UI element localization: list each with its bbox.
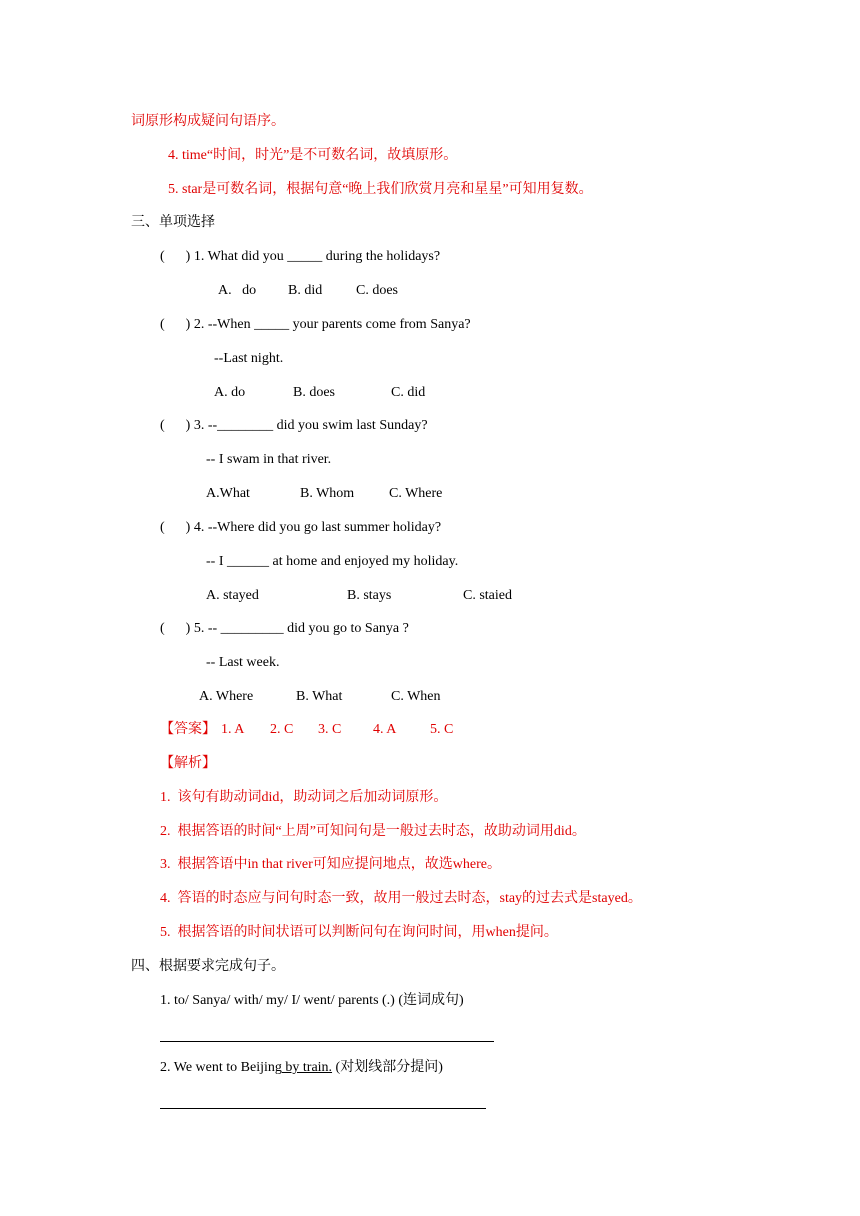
question-3-reply: -- I swam in that river. xyxy=(206,452,332,467)
section-4-question-2 xyxy=(160,1058,443,1078)
question-2-underlined-part: by train. xyxy=(281,1060,333,1075)
answer-1: 1. A xyxy=(221,722,245,737)
question-3-option-a: A.What xyxy=(206,486,250,501)
analysis-item-4: 4. 答语的时态应与问句时态一致，故用一般过去时态，stay的过去式是stayed。 xyxy=(160,891,642,906)
question-1-option-c: C. does xyxy=(356,283,398,298)
question-4-reply: -- I ______ at home and enjoyed my holiday. xyxy=(206,554,459,569)
question-5-option-c: C. When xyxy=(391,689,441,704)
question-1-option-b: B. did xyxy=(288,283,323,298)
prev-analysis-item-4: 4. time“时间，时光”是不可数名词，故填原形。 xyxy=(168,148,458,163)
question-5-stem: ( ) 5. -- _________ did you go to Sanya ? xyxy=(160,621,409,636)
answer-label: 【答案】 xyxy=(160,722,216,737)
question-2-prefix: 2. We went to Beijing xyxy=(160,1060,282,1075)
analysis-item-2: 2. 根据答语的时间“上周”可知问句是一般过去时态，故助动词用did。 xyxy=(160,824,586,839)
answer-4: 4. A xyxy=(373,722,397,737)
question-2-reply: --Last night. xyxy=(214,351,284,366)
analysis-item-3: 3. 根据答语中in that river可知应提问地点，故选where。 xyxy=(160,857,502,872)
answer-line-2 xyxy=(160,1108,486,1109)
question-4-stem: ( ) 4. --Where did you go last summer holiday? xyxy=(160,520,442,535)
question-2-stem: ( ) 2. --When _____ your parents come from Sanya? xyxy=(160,317,471,332)
question-3-option-c: C. Where xyxy=(389,486,443,501)
analysis-item-1: 1. 该句有助动词did，助动词之后加动词原形。 xyxy=(160,790,448,805)
section-3-heading: 三、单项选择 xyxy=(131,215,215,230)
question-2-option-c: C. did xyxy=(391,385,426,400)
section-4-heading: 四、根据要求完成句子。 xyxy=(131,959,285,974)
analysis-item-5: 5. 根据答语的时间状语可以判断问句在询问时间，用when提问。 xyxy=(160,925,558,940)
question-2-option-b: B. does xyxy=(293,385,335,400)
answer-2: 2. C xyxy=(270,722,294,737)
prev-analysis-item-5: 5. star是可数名词，根据句意“晚上我们欣赏月亮和星星”可知用复数。 xyxy=(168,182,593,197)
prev-analysis-continuation: 词原形构成疑问句语序。 xyxy=(131,114,285,129)
question-4-option-c: C. staied xyxy=(463,588,512,603)
answer-line-1 xyxy=(160,1041,494,1042)
question-4-option-a: A. stayed xyxy=(206,588,259,603)
answer-5: 5. C xyxy=(430,722,454,737)
question-1-option-a: A. do xyxy=(218,283,257,298)
section-4-question-1: 1. to/ Sanya/ with/ my/ I/ went/ parents (.) (连词成句) xyxy=(160,993,464,1008)
analysis-label: 【解析】 xyxy=(160,756,216,771)
answer-3: 3. C xyxy=(318,722,342,737)
question-5-option-a: A. Where xyxy=(199,689,254,704)
question-2-instruction: (对划线部分提问) xyxy=(332,1060,443,1075)
question-2-option-a: A. do xyxy=(214,385,246,400)
question-5-option-b: B. What xyxy=(296,689,343,704)
question-3-stem: ( ) 3. --________ did you swim last Sunday? xyxy=(160,418,428,433)
question-3-option-b: B. Whom xyxy=(300,486,355,501)
question-4-option-b: B. stays xyxy=(347,588,392,603)
question-5-reply: -- Last week. xyxy=(206,655,280,670)
question-1-stem: ( ) 1. What did you _____ during the holidays? xyxy=(160,249,441,264)
